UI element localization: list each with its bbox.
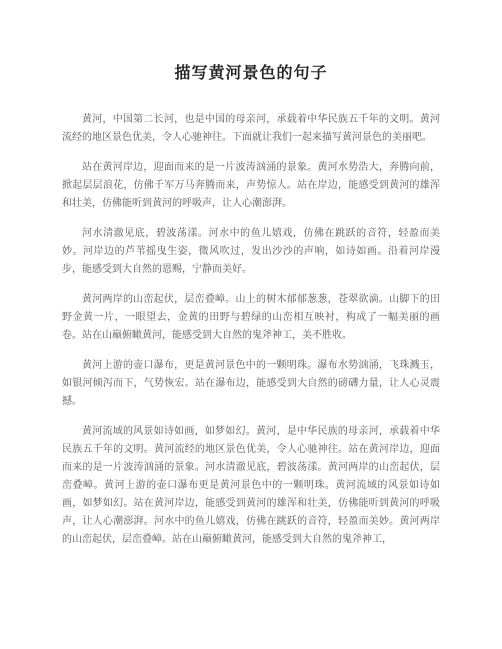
- paragraph-5: 黄河上游的壶口瀑布，更是黄河景色中的一颗明珠。瀑布水势汹涌，飞珠溅玉，如银河倾泻而下，气势恢宏。站在瀑布边，能感受到大自然的磅礴力量，让人心灵震撼。: [62, 360, 440, 407]
- paragraph-2: 站在黄河岸边，迎面而来的是一片波涛汹涌的景象。黄河水势浩大，奔腾向前，掀起层层浪花，仿佛千军万马奔腾而来，声势惊人。站在岸边，能感受到黄河的雄浑和壮美，仿佛能听到黄河的呼吸声，让人心潮澎湃。: [62, 162, 440, 209]
- paragraph-1: 黄河，中国第二长河，也是中国的母亲河，承载着中华民族五千年的文明。黄河流经的地区景色优美，令人心驰神往。下面就让我们一起来描写黄河景色的美丽吧。: [62, 114, 440, 143]
- paragraph-6: 黄河流域的风景如诗如画，如梦如幻。黄河，是中华民族的母亲河，承载着中华民族五千年的文明。黄河流经的地区景色优美，令人心驰神往。站在黄河岸边，迎面而来的是一片波涛汹涌的景象。河水清澈见底，碧波荡漾。黄河两岸的山峦起伏，层峦叠嶂。黄河上游的壶口瀑布更是黄河景色中的一颗明珠。黄河流域的风景如诗如画，如梦如幻。站在黄河岸边，能感受到黄河的雄浑和壮美，仿佛能听到黄河的呼吸声，让人心潮澎湃。河水中的鱼儿嬉戏，仿佛在跳跃的音符，轻盈而美妙。黄河两岸的山峦起伏，层峦叠嶂。站在山巅俯瞰黄河，能感受到大自然的鬼斧神工，: [62, 426, 440, 545]
- document-title: 描写黄河景色的句子: [174, 63, 328, 82]
- paragraph-3: 河水清澈见底，碧波荡漾。河水中的鱼儿嬉戏，仿佛在跳跃的音符，轻盈而美妙。河岸边的芦苇摇曳生姿，微风吹过，发出沙沙的声响，如诗如画。沿着河岸漫步，能感受到大自然的恩赐，宁静而美好。: [62, 228, 440, 275]
- paragraph-4: 黄河两岸的山峦起伏，层峦叠嶂。山上的树木郁郁葱葱，苍翠欲滴。山脚下的田野金黄一片，一眼望去，金黄的田野与碧绿的山峦相互映衬，构成了一幅美丽的画卷。站在山巅俯瞰黄河，能感受到大自然的鬼斧神工，美不胜收。: [62, 294, 440, 341]
